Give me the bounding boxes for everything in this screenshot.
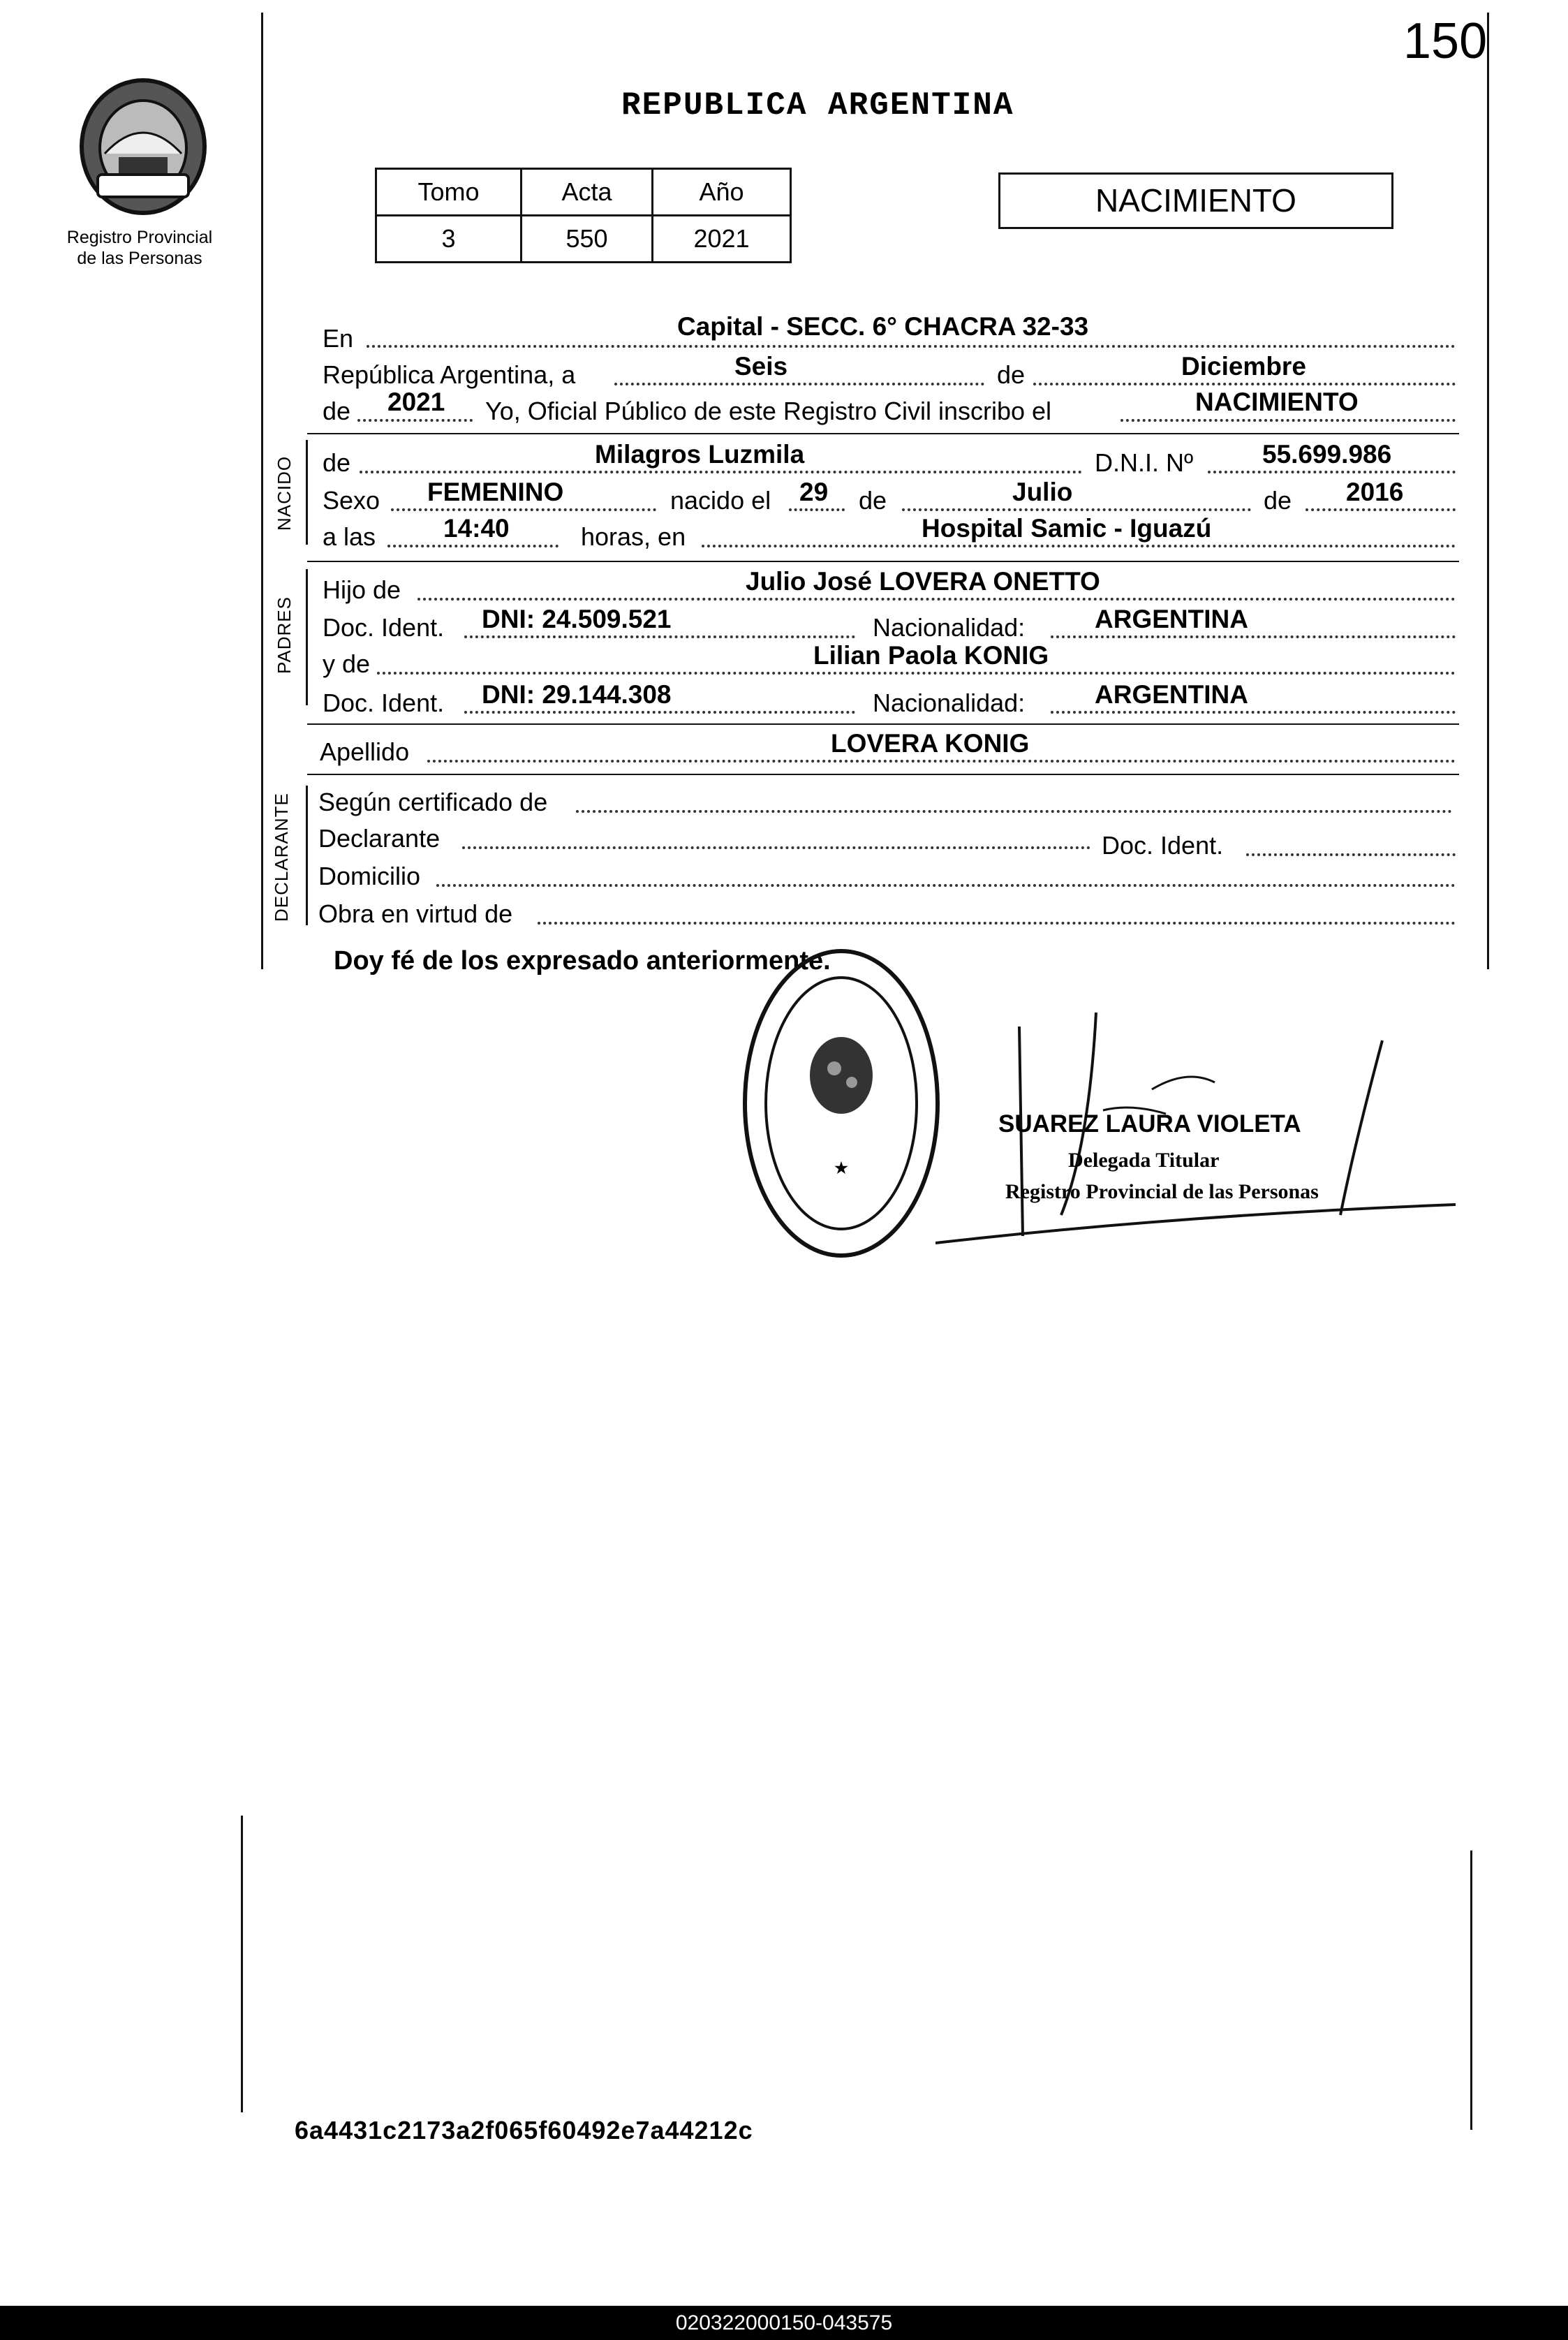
child-dni: 55.699.986 [1262, 440, 1392, 469]
inscribe-text: Yo, Oficial Público de este Registro Civil inscribo el [485, 397, 1052, 425]
birth-year: 2016 [1346, 478, 1404, 506]
domicilio-label: Domicilio [318, 862, 421, 890]
section-label-nacido: NACIDO [274, 455, 295, 531]
handwritten-signature [935, 1006, 1466, 1271]
republic-label: República Argentina, a [323, 360, 576, 389]
dotted-line [538, 919, 1456, 925]
document-title: REPUBLICA ARGENTINA [621, 87, 1014, 124]
birth-place: Hospital Samic - Iguazú [922, 514, 1212, 543]
act-year: 2021 [387, 388, 445, 416]
certificado-label: Según certificado de [318, 788, 548, 816]
hijo-label: Hijo de [323, 575, 401, 604]
father-name: Julio José LOVERA ONETTO [746, 567, 1100, 596]
right-margin-rule-lower [1470, 1850, 1472, 2130]
logo-caption [42, 227, 237, 269]
birth-time: 14:40 [443, 514, 510, 543]
father-doc: DNI: 24.509.521 [482, 605, 672, 633]
official-seal-stamp [737, 943, 946, 1264]
section-label-declarante: DECLARANTE [271, 793, 292, 922]
section-rule [307, 433, 1459, 434]
apellido-label: Apellido [320, 737, 410, 766]
mother-doc: DNI: 29.144.308 [482, 680, 672, 709]
reference-table-header [376, 169, 791, 216]
logo-caption-line2: de las Personas [77, 249, 202, 268]
section-rule [307, 774, 1459, 775]
dotted-line [462, 844, 1090, 849]
sex-label: Sexo [323, 486, 380, 515]
page-number: 150 [1403, 13, 1488, 69]
dni-label: D.N.I. Nº [1095, 448, 1194, 477]
signatory-name: SUAREZ LAURA VIOLETA [998, 1110, 1301, 1138]
born-de-label-year: de [1264, 486, 1292, 515]
footer-barcode-id: 020322000150-043575 [0, 2306, 1568, 2340]
section-rule [307, 561, 1459, 562]
father-nationality: ARGENTINA [1095, 605, 1248, 633]
en-label: En [323, 324, 354, 353]
dotted-line [614, 380, 984, 385]
province-crest-logo [70, 70, 216, 216]
act-place: Capital - SECC. 6° CHACRA 32-33 [677, 312, 1089, 341]
hours-label: horas, en [581, 522, 686, 551]
birth-month: Julio [1012, 478, 1073, 506]
de-label: de [997, 360, 1026, 389]
dotted-line [367, 342, 1456, 348]
act-day: Seis [734, 352, 788, 381]
father-doc-label: Doc. Ident. [323, 613, 445, 642]
dotted-line [902, 506, 1251, 511]
left-margin-rule-lower [241, 1816, 243, 2112]
declarante-doc-label: Doc. Ident. [1102, 831, 1224, 860]
act-month: Diciembre [1181, 352, 1306, 381]
declarante-label: Declarante [318, 824, 441, 853]
child-sex: FEMENINO [427, 478, 564, 506]
right-margin-rule [1487, 13, 1489, 969]
mother-doc-label: Doc. Ident. [323, 689, 445, 717]
section-bracket [306, 440, 308, 545]
svg-text:★: ★ [834, 1159, 848, 1177]
section-bracket [306, 569, 308, 705]
time-label: a las [323, 522, 376, 551]
born-de-label: de [859, 486, 887, 515]
mother-nationality-label: Nacionalidad: [873, 689, 1026, 717]
apellido-value: LOVERA KONIG [831, 729, 1030, 758]
reference-table-values [376, 216, 791, 263]
act-inscribe-value: NACIMIENTO [1195, 388, 1359, 416]
document-hash: 6a4431c2173a2f065f60492e7a44212c [295, 2116, 753, 2144]
dotted-line [576, 807, 1452, 813]
header-tomo: Tomo [376, 169, 522, 216]
header-acta: Acta [522, 169, 653, 216]
born-label: nacido el [670, 486, 771, 515]
reference-table [375, 168, 792, 263]
child-name: Milagros Luzmila [595, 440, 805, 469]
logo-caption-line1: Registro Provincial [66, 228, 213, 247]
value-ano: 2021 [653, 216, 791, 263]
record-type-box: NACIMIENTO [998, 172, 1393, 229]
signatory-role: Delegada Titular [1068, 1149, 1220, 1172]
section-label-padres: PADRES [274, 596, 295, 674]
obra-label: Obra en virtud de [318, 899, 513, 928]
dotted-line [1246, 851, 1456, 856]
birth-day: 29 [799, 478, 829, 506]
value-acta: 550 [522, 216, 653, 263]
yde-label: y de [323, 649, 371, 678]
section-bracket [306, 786, 308, 925]
dotted-line [436, 881, 1456, 887]
mother-nationality: ARGENTINA [1095, 680, 1248, 709]
section-rule [307, 723, 1459, 725]
de-label-year: de [323, 397, 351, 425]
father-nationality-label: Nacionalidad: [873, 613, 1026, 642]
nacido-de-label: de [323, 448, 351, 477]
header-ano: Año [653, 169, 791, 216]
signatory-org: Registro Provincial de las Personas [1005, 1180, 1319, 1203]
mother-name: Lilian Paola KONIG [813, 641, 1049, 670]
value-tomo: 3 [376, 216, 522, 263]
closing-statement: Doy fé de los expresado anteriormente. [334, 946, 831, 976]
left-margin-rule [261, 13, 263, 969]
